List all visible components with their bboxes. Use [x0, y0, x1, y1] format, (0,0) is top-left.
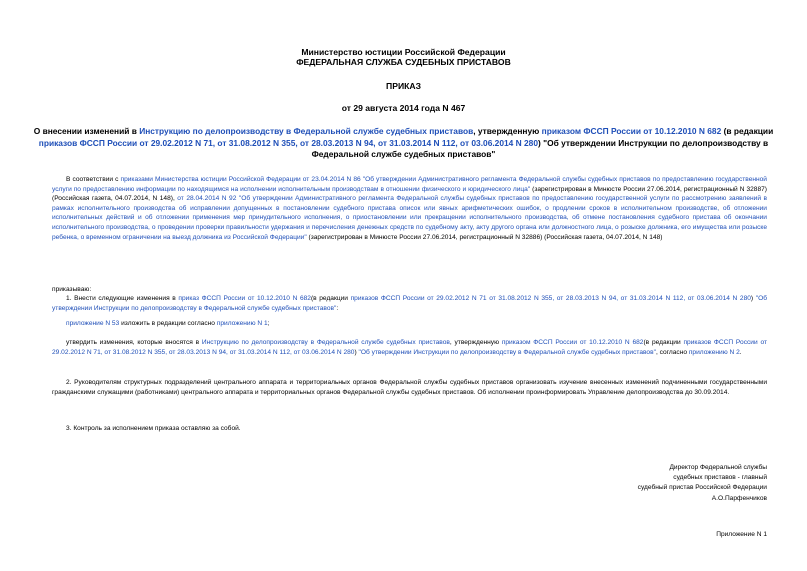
title-link-amending-orders[interactable]: приказов ФССП России от 29.02.2012 N 71, от 31.08.2012 N 355, от 28.03.2013 N 94, от 31.03.2014 N 112, от 03.06.2014 N 280	[38, 137, 538, 148]
appendix-label: Приложение N 1	[716, 531, 767, 538]
item-3-paragraph: 3. Контроль за исполнением приказа оставляю за собой.	[66, 425, 241, 432]
item-1b-link-appendix-2[interactable]: приложению N 2	[688, 348, 740, 356]
item-1b-text: )	[354, 348, 359, 356]
item-1a-text: ;	[267, 320, 270, 327]
order-word: приказываю:	[52, 286, 92, 293]
title-text: (в редакции	[721, 126, 774, 136]
item-1-link-instruction-title[interactable]: "Об утверждении Инструкции по делопроизводству в Федеральной службе судебных приставов"	[52, 295, 767, 312]
preamble-link-order-86[interactable]: приказами Министерства юстиции Российской Федерации от 23.04.2014 N 86 "Об утверждении Административного регламента Федеральной службы судебных приставов по предоставлению государственной услуги по предоставлению информации по находящимся на исполнении исполнительным производствам в отношении физического и юридического лица"	[52, 176, 767, 193]
item-1-text: :	[336, 304, 339, 312]
item-1-link-order-682[interactable]: приказ ФССП России от 10.12.2010 N 682	[178, 295, 311, 302]
doc-date: от 29 августа 2014 года N 467	[341, 103, 466, 113]
title-text: , утвержденную	[473, 126, 542, 136]
preamble-text: (зарегистрирован в Минюсте России 27.06.2014, регистрационный N 32886) (Российская газета, 04.07.2014, N 148)	[306, 233, 663, 241]
item-1a-link-appendix-53[interactable]: приложение N 53	[66, 320, 120, 327]
item-1b-link-amending-orders[interactable]: приказов ФССП России от 29.02.2012 N 71, от 31.08.2012 N 355, от 28.03.2013 N 94, от 31.03.2014 N 112, от 03.06.2014 N 280	[52, 339, 767, 356]
title-text: О внесении изменений в	[33, 126, 140, 136]
item-1-text: )	[750, 295, 756, 302]
item-1b-text: (в редакции	[643, 339, 684, 346]
service-name: ФЕДЕРАЛЬНАЯ СЛУЖБА СУДЕБНЫХ ПРИСТАВОВ	[296, 57, 511, 67]
item-2-paragraph: 2. Руководителям структурных подразделений центрального аппарата и территориальных органов Федеральной службы судебных приставов организовать изучение внесенных изменений подчиненными государственными гражданскими служащими (работниками) центрального аппарата и территориальных органов Федеральной службы судебных приставов. Об исполнении проинформировать Управление делопроизводства до 30.09.2014.	[52, 379, 767, 396]
title-link-instruction[interactable]: Инструкцию по делопроизводству в Федеральной службе судебных приставов	[139, 126, 474, 136]
preamble-text: (зарегистрирован в Минюсте России 27.06.2014, регистрационный N 32887) (Российская газета, 04.07.2014, N 148),	[52, 185, 767, 203]
doc-type: ПРИКАЗ	[386, 81, 421, 91]
item-1-text: (в редакции	[310, 295, 351, 302]
item-1-link-amending-orders[interactable]: приказов ФССП России от 29.02.2012 N 71 от 31.08.2012 N 355, от 28.03.2013 N 94, от 31.03.2014 N 112, от 03.06.2014 N 280	[350, 295, 751, 302]
item-1-text: 1. Внести следующие изменения в	[66, 295, 179, 302]
item-1a-text: изложить в редакции согласно	[119, 320, 217, 327]
item-1b-paragraph	[52, 338, 767, 357]
title-text: ) "Об утверждении Инструкции по делопроизводству в Федеральной службе судебных приставов"	[311, 137, 769, 159]
signature-line: судебных приставов - главный	[673, 474, 767, 482]
item-1b-text: .	[739, 348, 742, 356]
signature-line: Директор Федеральной службы	[669, 464, 767, 471]
item-1b-text: , согласно	[655, 348, 689, 356]
ministry-name: Министерство юстиции Российской Федерации	[301, 47, 506, 57]
title-link-order-682[interactable]: приказом ФССП России от 10.12.2010 N 682	[541, 126, 722, 136]
preamble-link-order-92[interactable]: от 28.04.2014 N 92 "Об утверждении Административного регламента Федеральной службы судебных приставов по предоставлению государственной услуги по рассмотрению заявлений в рамках исполнительного производства об исправлении допущенных в постановлении судебного пристава описок или явных арифметических ошибок, о продлении сроков в исполнительном производстве, об отложении исполнительных действий и об отложении применения мер принудительного исполнения, о приостановлении или прекращении исполнительного производства, об отмене постановления судебного пристава об окончании исполнительного производства, о проведении проверки правильности удержания и перечисления денежных средств по судебному акту, акту другого органа или должностного лица, о розыске должника, его имущества или розыске ребенка, о временном ограничении на выезд должника из Российской Федерации"	[52, 195, 767, 241]
doc-title	[30, 126, 777, 161]
item-1b-text: утвердить изменения, которые вносятся в	[66, 339, 202, 346]
preamble-paragraph	[52, 175, 767, 242]
signature-line: судебный пристав Российской Федерации	[637, 484, 767, 492]
signer-name: А.О.Парфенчиков	[711, 494, 767, 502]
item-1a-link-appendix-1[interactable]: приложению N 1	[216, 320, 268, 327]
item-1b-link-instruction-title[interactable]: "Об утверждении Инструкции по делопроизводству в Федеральной службе судебных приставов"	[358, 348, 656, 356]
signature-block	[638, 463, 767, 504]
item-1b-text: , утвержденную	[449, 339, 502, 346]
preamble-text: В соответствии с	[66, 176, 121, 183]
item-1b-link-order-682[interactable]: приказом ФССП России от 10.12.2010 N 682	[501, 339, 644, 346]
item-1a-paragraph	[66, 319, 270, 329]
item-1b-link-instruction[interactable]: Инструкцию по делопроизводству в Федеральной службе судебных приставов	[201, 339, 450, 346]
item-1-paragraph	[52, 294, 767, 313]
